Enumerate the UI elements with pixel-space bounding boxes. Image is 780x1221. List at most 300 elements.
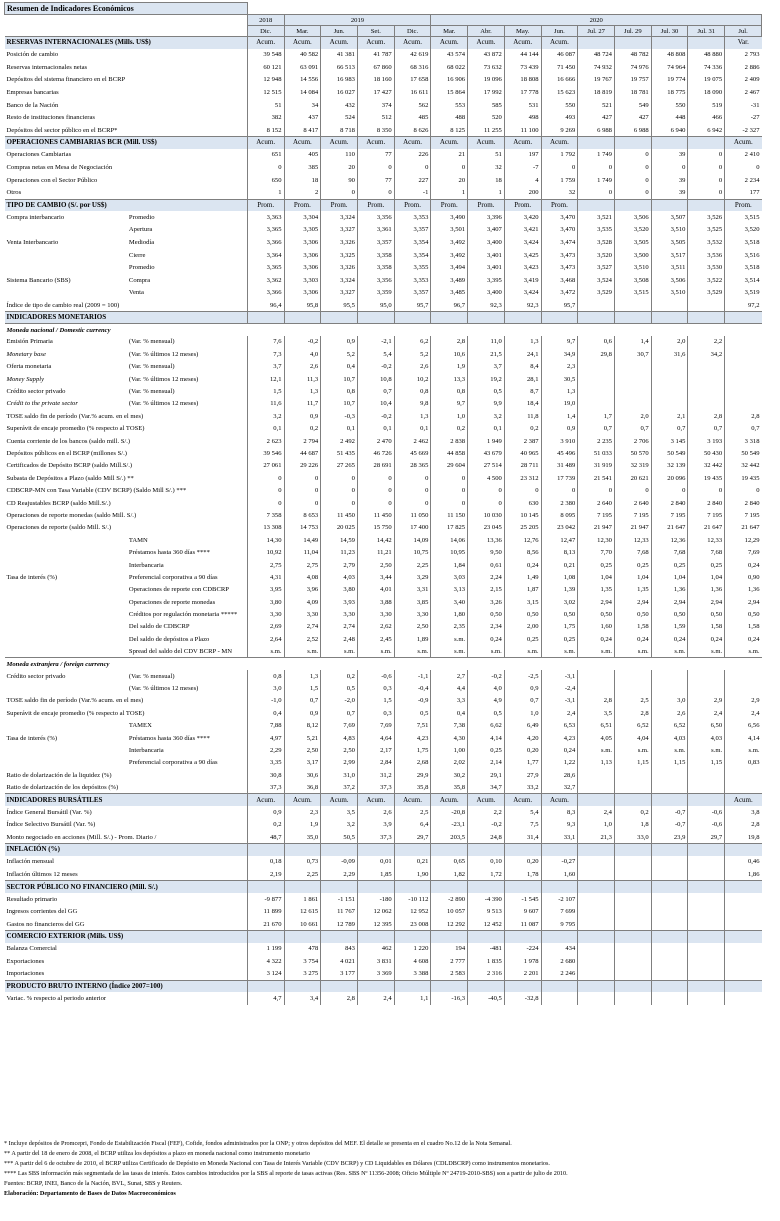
value-cell: 0,50 [504, 608, 541, 620]
value-cell [651, 373, 688, 385]
value-cell: 14 556 [284, 74, 321, 87]
row-label: Reservas internacionales netas [6, 63, 88, 71]
value-cell: 44 687 [284, 447, 321, 459]
blank-cell [725, 3, 762, 15]
value-cell: 32 [468, 161, 505, 174]
row-label [5, 249, 127, 262]
value-cell: 0,25 [578, 559, 615, 571]
value-cell: -0,6 [688, 806, 725, 819]
value-cell: 2,17 [357, 744, 394, 756]
value-cell [725, 905, 762, 918]
value-cell: 25 205 [504, 522, 541, 534]
column-unit [394, 931, 431, 943]
value-cell: 21 647 [725, 522, 762, 534]
value-cell: 39 [651, 186, 688, 199]
value-cell: 6,51 [578, 720, 615, 732]
month-header: Abr. [468, 26, 505, 37]
value-cell: 11,3 [284, 373, 321, 385]
value-cell: -4 390 [468, 893, 505, 906]
value-cell: 8 626 [394, 124, 431, 137]
value-cell: 0,10 [468, 856, 505, 869]
value-cell: 3 388 [394, 968, 431, 981]
table-row [5, 955, 762, 968]
value-cell: 14,42 [357, 534, 394, 546]
row-label: Oferta monetaria [6, 363, 52, 371]
value-cell: -3,1 [541, 670, 578, 682]
column-unit [431, 312, 468, 324]
value-cell: 2,4 [725, 707, 762, 719]
value-cell: -3,1 [541, 695, 578, 707]
table-row [5, 732, 762, 744]
value-cell: 18 808 [504, 74, 541, 87]
value-cell: 2,48 [321, 633, 358, 645]
row-sublabel [127, 497, 247, 509]
value-cell: 4,03 [688, 732, 725, 744]
month-header: Jul. [725, 26, 762, 37]
value-cell: 0,8 [431, 385, 468, 397]
value-cell: 18 [284, 174, 321, 187]
value-cell: 1,39 [541, 584, 578, 596]
value-cell: 1,3 [541, 385, 578, 397]
value-cell: 1 949 [468, 435, 505, 447]
value-cell: 0 [357, 186, 394, 199]
value-cell: 2 234 [725, 174, 762, 187]
value-cell: 0,21 [541, 559, 578, 571]
table-row [5, 111, 762, 124]
column-unit: Acum. [247, 794, 284, 806]
value-cell: 0,8 [394, 385, 431, 397]
value-cell: 466 [688, 111, 725, 124]
value-cell: 3,400 [468, 287, 505, 300]
value-cell: 2,14 [468, 757, 505, 769]
value-cell: 2 706 [614, 435, 651, 447]
row-label [5, 608, 127, 620]
value-cell: -481 [468, 943, 505, 956]
value-cell: 1 [468, 186, 505, 199]
value-cell: 12 292 [431, 918, 468, 931]
value-cell: 3,30 [394, 608, 431, 620]
value-cell: 0,2 [321, 670, 358, 682]
value-cell: 8 152 [247, 124, 284, 137]
value-cell: -2 107 [541, 893, 578, 906]
month-header: Mar. [284, 26, 321, 37]
table-row [5, 534, 762, 546]
value-cell: 1,4 [614, 336, 651, 348]
column-unit: Acum. [725, 137, 762, 149]
value-cell: 12 789 [321, 918, 358, 931]
column-unit: Acum. [431, 137, 468, 149]
row-label: Compras netas en Mesa de Negociación [6, 164, 113, 172]
value-cell: 0,1 [247, 423, 284, 435]
row-label: Operaciones de reporte (saldo Mill. S/.) [6, 524, 112, 532]
value-cell: 2,0 [651, 336, 688, 348]
value-cell: 0 [614, 174, 651, 187]
value-cell: 3,0 [247, 682, 284, 694]
value-cell: 95,7 [541, 299, 578, 312]
row-label: Importaciones [6, 970, 45, 978]
value-cell: 2,74 [321, 621, 358, 633]
value-cell: 2,8 [578, 695, 615, 707]
value-cell [725, 682, 762, 694]
value-cell [578, 373, 615, 385]
value-cell: 11,6 [247, 398, 284, 410]
value-cell: 3 145 [651, 435, 688, 447]
month-header: Jul. 29 [614, 26, 651, 37]
value-cell [651, 398, 688, 410]
row-sublabel: Preferencial corporativa a 90 días [128, 759, 218, 767]
value-cell: 37,3 [357, 831, 394, 844]
value-cell: -2,1 [357, 336, 394, 348]
column-unit [688, 137, 725, 149]
value-cell: 3,501 [431, 224, 468, 237]
column-unit [651, 312, 688, 324]
value-cell: 3,527 [578, 261, 615, 274]
value-cell: 3,80 [321, 584, 358, 596]
value-cell: 10 030 [468, 509, 505, 521]
value-cell: -1 151 [321, 893, 358, 906]
value-cell: 3,473 [541, 261, 578, 274]
value-cell [651, 682, 688, 694]
value-cell: 3,510 [614, 261, 651, 274]
value-cell: 462 [357, 943, 394, 956]
column-unit: Acum. [321, 137, 358, 149]
column-unit: Prom. [504, 199, 541, 211]
column-unit: Acum. [468, 794, 505, 806]
row-label [5, 757, 127, 769]
value-cell: -0,7 [651, 818, 688, 831]
value-cell: 0,4 [321, 361, 358, 373]
column-unit [321, 931, 358, 943]
value-cell: 1,89 [394, 633, 431, 645]
value-cell: -0,6 [357, 670, 394, 682]
column-unit [651, 37, 688, 49]
value-cell: 0,24 [651, 633, 688, 645]
blank-cell [5, 15, 248, 26]
value-cell: 77 [357, 149, 394, 162]
value-cell: 0 [431, 497, 468, 509]
row-label: Banco de la Nación [6, 101, 59, 109]
value-cell: 34,9 [541, 348, 578, 360]
value-cell: 1,04 [651, 571, 688, 583]
column-unit: Acum. [541, 137, 578, 149]
section-title: TIPO DE CAMBIO (S/. por US$) [5, 199, 248, 211]
row-label: Crédit to the private sector [6, 400, 78, 408]
table-row [5, 211, 762, 224]
value-cell: 5,4 [504, 806, 541, 819]
value-cell: 2 387 [504, 435, 541, 447]
value-cell: 0 [357, 497, 394, 509]
value-cell: 2,8 [614, 707, 651, 719]
value-cell: 488 [431, 111, 468, 124]
row-label [5, 559, 127, 571]
value-cell: 14,59 [321, 534, 358, 546]
value-cell: 1,15 [651, 757, 688, 769]
value-cell: 18 819 [578, 86, 615, 99]
row-sublabel: (Var. % últimos 12 meses) [128, 685, 199, 693]
table-row [5, 744, 762, 756]
value-cell: 3,400 [468, 236, 505, 249]
value-cell: 3 754 [284, 955, 321, 968]
table-row [5, 423, 762, 435]
row-sublabel: (Var. % mensual) [128, 338, 175, 346]
value-cell: 6,4 [394, 818, 431, 831]
row-label: Monto negociado en acciones (Mill. S/.) - Prom. Diario / [6, 833, 157, 841]
value-cell [614, 955, 651, 968]
table-row [5, 633, 762, 645]
value-cell: 37,3 [357, 781, 394, 793]
value-cell: 45 669 [394, 447, 431, 459]
value-cell: 405 [284, 149, 321, 162]
value-cell: -0,3 [321, 410, 358, 422]
value-cell: 12,29 [725, 534, 762, 546]
value-cell: -1 545 [504, 893, 541, 906]
value-cell: 0,7 [357, 385, 394, 397]
table-row [5, 86, 762, 99]
value-cell: 29 604 [431, 460, 468, 472]
value-cell: 0,18 [247, 856, 284, 869]
value-cell: 0 [247, 472, 284, 484]
value-cell: 12 062 [357, 905, 394, 918]
column-unit: Prom. [468, 199, 505, 211]
value-cell: 3,473 [541, 249, 578, 262]
value-cell: 3,516 [725, 249, 762, 262]
value-cell: 71 450 [541, 61, 578, 74]
value-cell: 3 831 [357, 955, 394, 968]
value-cell [651, 299, 688, 312]
value-cell [725, 361, 762, 373]
row-label: TOSE saldo fin de período (Var.% acum. en el mes) [6, 697, 144, 705]
value-cell: -2 890 [431, 893, 468, 906]
row-label: Depósitos públicos en el BCRP (millones S/.) [6, 449, 127, 457]
value-cell: -2,0 [321, 695, 358, 707]
value-cell: 0,20 [504, 744, 541, 756]
value-cell: 0 [431, 472, 468, 484]
value-cell: -1 [394, 186, 431, 199]
value-cell: 10,4 [357, 398, 394, 410]
value-cell: 0,9 [247, 806, 284, 819]
column-unit: Acum. [247, 37, 284, 49]
row-sublabel [127, 299, 247, 312]
value-cell: 3,17 [284, 757, 321, 769]
value-cell: 3,490 [431, 211, 468, 224]
value-cell: 44 858 [431, 447, 468, 459]
row-sublabel: Promedio [128, 264, 155, 272]
value-cell: 12,36 [651, 534, 688, 546]
section-title: INDICADORES MONETARIOS [5, 312, 248, 324]
value-cell: 3,515 [725, 211, 762, 224]
value-cell [614, 769, 651, 781]
value-cell: 6,50 [688, 720, 725, 732]
table-row [5, 348, 762, 360]
value-cell: s.m. [651, 744, 688, 756]
value-cell: 7,70 [578, 546, 615, 558]
month-header: Dic. [247, 26, 284, 37]
value-cell: 18 775 [651, 86, 688, 99]
value-cell: 3,7 [468, 361, 505, 373]
value-cell: 3,40 [431, 596, 468, 608]
value-cell: 74 932 [578, 61, 615, 74]
value-cell [651, 992, 688, 1005]
value-cell: -16,3 [431, 992, 468, 1005]
column-unit: Prom. [725, 199, 762, 211]
value-cell: 2,84 [357, 757, 394, 769]
row-sublabel: Créditos por regulación monetaria ***** [128, 611, 238, 619]
row-sublabel: (Var. % mensual) [128, 672, 175, 680]
value-cell: 2 316 [468, 968, 505, 981]
value-cell [578, 992, 615, 1005]
value-cell: 0,25 [651, 559, 688, 571]
value-cell: 1,5 [284, 682, 321, 694]
column-unit [614, 137, 651, 149]
column-unit: Prom. [541, 199, 578, 211]
row-label: Operaciones de reporte monedas (saldo Mill. S/.) [6, 511, 137, 519]
value-cell: 31,2 [357, 769, 394, 781]
value-cell: 23 312 [504, 472, 541, 484]
value-cell: 2 201 [504, 968, 541, 981]
value-cell: 1,36 [725, 584, 762, 596]
value-cell: 226 [394, 149, 431, 162]
column-unit [431, 844, 468, 856]
value-cell: 2 623 [247, 435, 284, 447]
value-cell: 2,15 [468, 584, 505, 596]
value-cell: 21 541 [578, 472, 615, 484]
row-sublabel: Préstamos hasta 360 días **** [128, 549, 210, 557]
row-label [5, 546, 127, 558]
value-cell: 8 417 [284, 124, 321, 137]
value-cell: 8 350 [357, 124, 394, 137]
column-unit: Prom. [321, 199, 358, 211]
value-cell [688, 992, 725, 1005]
column-unit: Acum. [468, 137, 505, 149]
value-cell: 6 942 [688, 124, 725, 137]
value-cell: 385 [284, 161, 321, 174]
value-cell: -0,2 [468, 818, 505, 831]
value-cell: -0,2 [284, 336, 321, 348]
footnote: *** A partir del 6 de octubre de 2010, el BCRP utiliza Certificado de Depósito en Moneda Nacional con Tasa de Interés Variable (CDV BCRP) y CD Liquidables en Dólares (CDLDBCRP) como instrumentos monetarios. [4, 1160, 550, 1167]
value-cell: 0,50 [468, 608, 505, 620]
value-cell: 21,5 [468, 348, 505, 360]
column-unit: Acum. [431, 794, 468, 806]
value-cell: 1,8 [614, 818, 651, 831]
value-cell: 30,2 [431, 769, 468, 781]
value-cell: -32,8 [504, 992, 541, 1005]
value-cell: 21 670 [247, 918, 284, 931]
value-cell: 45 496 [541, 447, 578, 459]
month-header: Jul. 31 [688, 26, 725, 37]
value-cell: 3,02 [541, 596, 578, 608]
value-cell: 0,25 [614, 559, 651, 571]
value-cell: 3 124 [247, 968, 284, 981]
value-cell: 20 025 [321, 522, 358, 534]
value-cell: 42 619 [394, 49, 431, 62]
value-cell: 0 [468, 484, 505, 496]
value-cell: 4 021 [321, 955, 358, 968]
value-cell: 16 611 [394, 86, 431, 99]
table-row [5, 769, 762, 781]
value-cell: 11,04 [284, 546, 321, 558]
value-cell: 0,5 [468, 707, 505, 719]
row-sublabel [127, 955, 247, 968]
value-cell: 4,9 [468, 695, 505, 707]
year-2020: 2020 [431, 15, 762, 26]
value-cell: 2,1 [651, 410, 688, 422]
value-cell: 27 265 [321, 460, 358, 472]
row-label: Emisión Primaria [6, 338, 53, 346]
value-cell: 0,9 [284, 410, 321, 422]
value-cell: 3,362 [247, 274, 284, 287]
value-cell: s.m. [651, 646, 688, 658]
value-cell: 11,8 [504, 410, 541, 422]
value-cell: 1 749 [578, 174, 615, 187]
value-cell: 13 308 [247, 522, 284, 534]
value-cell: 3,395 [468, 274, 505, 287]
value-cell: 1,22 [541, 757, 578, 769]
value-cell: 50 570 [614, 447, 651, 459]
value-cell: 11,0 [468, 336, 505, 348]
table-row [5, 757, 762, 769]
value-cell [688, 361, 725, 373]
row-sublabel: Promedio [128, 213, 155, 221]
column-unit [431, 881, 468, 893]
value-cell: 48,7 [247, 831, 284, 844]
value-cell: 4,64 [357, 732, 394, 744]
value-cell: 1,35 [614, 584, 651, 596]
value-cell: 520 [468, 111, 505, 124]
value-cell: 1,00 [431, 744, 468, 756]
row-label: TOSE saldo fin de período (Var.% acum. en el mes) [6, 412, 144, 420]
column-unit [651, 980, 688, 992]
row-sublabel: (Var. % mensual) [128, 363, 175, 371]
column-unit [578, 794, 615, 806]
value-cell: 1,49 [504, 571, 541, 583]
value-cell [725, 348, 762, 360]
value-cell: 3,326 [321, 261, 358, 274]
row-sublabel [127, 818, 247, 831]
column-unit [651, 931, 688, 943]
value-cell: 7,68 [614, 546, 651, 558]
value-cell: 0,46 [725, 856, 762, 869]
value-cell: 68 316 [394, 61, 431, 74]
column-unit [247, 881, 284, 893]
value-cell: 41 381 [321, 49, 358, 62]
value-cell [725, 373, 762, 385]
value-cell: 3,520 [725, 224, 762, 237]
value-cell [614, 682, 651, 694]
subsection-header [5, 658, 762, 670]
value-cell: 11 100 [504, 124, 541, 137]
value-cell: 15 623 [541, 86, 578, 99]
value-cell: 0 [578, 186, 615, 199]
row-sublabel: Cierre [128, 251, 146, 259]
table-row [5, 608, 762, 620]
row-label [5, 534, 127, 546]
value-cell: 478 [284, 943, 321, 956]
value-cell: 9 513 [468, 905, 505, 918]
value-cell: 0,2 [284, 423, 321, 435]
value-cell: 19 435 [688, 472, 725, 484]
value-cell: 0,1 [468, 423, 505, 435]
value-cell: 2,69 [247, 621, 284, 633]
footnote: ** A partir del 18 de enero de 2008, el BCRP utiliza los depósitos a plazo en moneda nacional como instrumento monetario [4, 1150, 310, 1157]
value-cell: 1,04 [578, 571, 615, 583]
value-cell: 2 840 [688, 497, 725, 509]
row-sublabel [127, 868, 247, 881]
table-row [5, 249, 762, 262]
table-row [5, 149, 762, 162]
value-cell: 4,09 [284, 596, 321, 608]
month-header: Set. [357, 26, 394, 37]
column-unit [725, 980, 762, 992]
